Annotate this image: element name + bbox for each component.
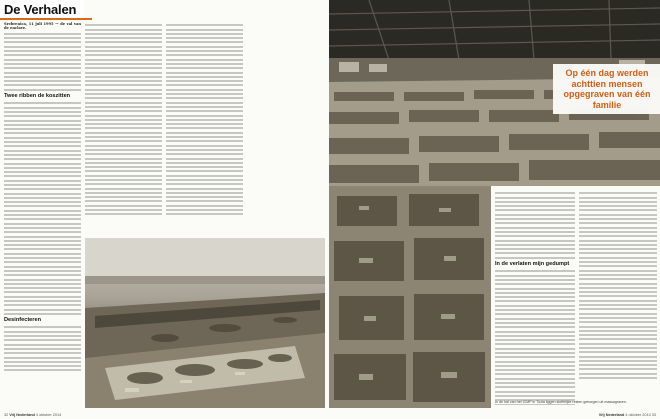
photo-caption: In de hal van het ICMP in Tuzla liggen stoffelijke resten geborgen uit massagraven. <box>495 400 627 404</box>
rubric-accent-bar <box>0 18 92 20</box>
rubric-title: De Verhalen <box>4 1 77 17</box>
publication-name-right: Vrij Nederland <box>598 413 625 417</box>
footer-left <box>4 413 61 417</box>
photo-remains-closeup <box>329 186 491 408</box>
text-column-2 <box>85 22 162 234</box>
photo-remains-tables <box>85 238 325 408</box>
page-number-left: 32 <box>4 413 9 417</box>
section-head-2: Desinfecteren <box>4 317 41 324</box>
right-text-column-1 <box>495 190 575 405</box>
right-text-column-2 <box>579 190 657 405</box>
section-head-right: In de verlaten mijn gedumpt <box>495 261 570 268</box>
pull-quote-line-4: familie <box>592 99 622 110</box>
lede-text: Srebrenica, 11 juli 1995 — de val van de enclave. <box>4 22 81 31</box>
section-head-1: Twee ribben de koszitten <box>4 93 71 100</box>
pull-quote-line-2: achttien mensen <box>571 78 643 89</box>
issue-date-left: 4 oktober 2014 <box>35 413 62 417</box>
text-column-3 <box>166 22 243 234</box>
pull-quote-line-1: Op één dag werden <box>565 68 649 78</box>
text-column-1 <box>4 22 81 407</box>
pull-quote-line-3: opgegraven van één <box>563 89 651 99</box>
right-page <box>329 0 660 419</box>
issue-date-right: 4 oktober 2014 <box>625 413 651 417</box>
rubric-header <box>0 0 84 18</box>
left-page <box>0 0 329 419</box>
footer-right <box>599 413 656 417</box>
publication-name-left: Vrij Nederland <box>9 413 35 417</box>
photo-remains-tables-illustration <box>85 238 325 408</box>
photo-remains-closeup-illustration <box>329 186 491 408</box>
page-number-right: 33 <box>651 413 656 417</box>
pull-quote <box>553 64 660 114</box>
